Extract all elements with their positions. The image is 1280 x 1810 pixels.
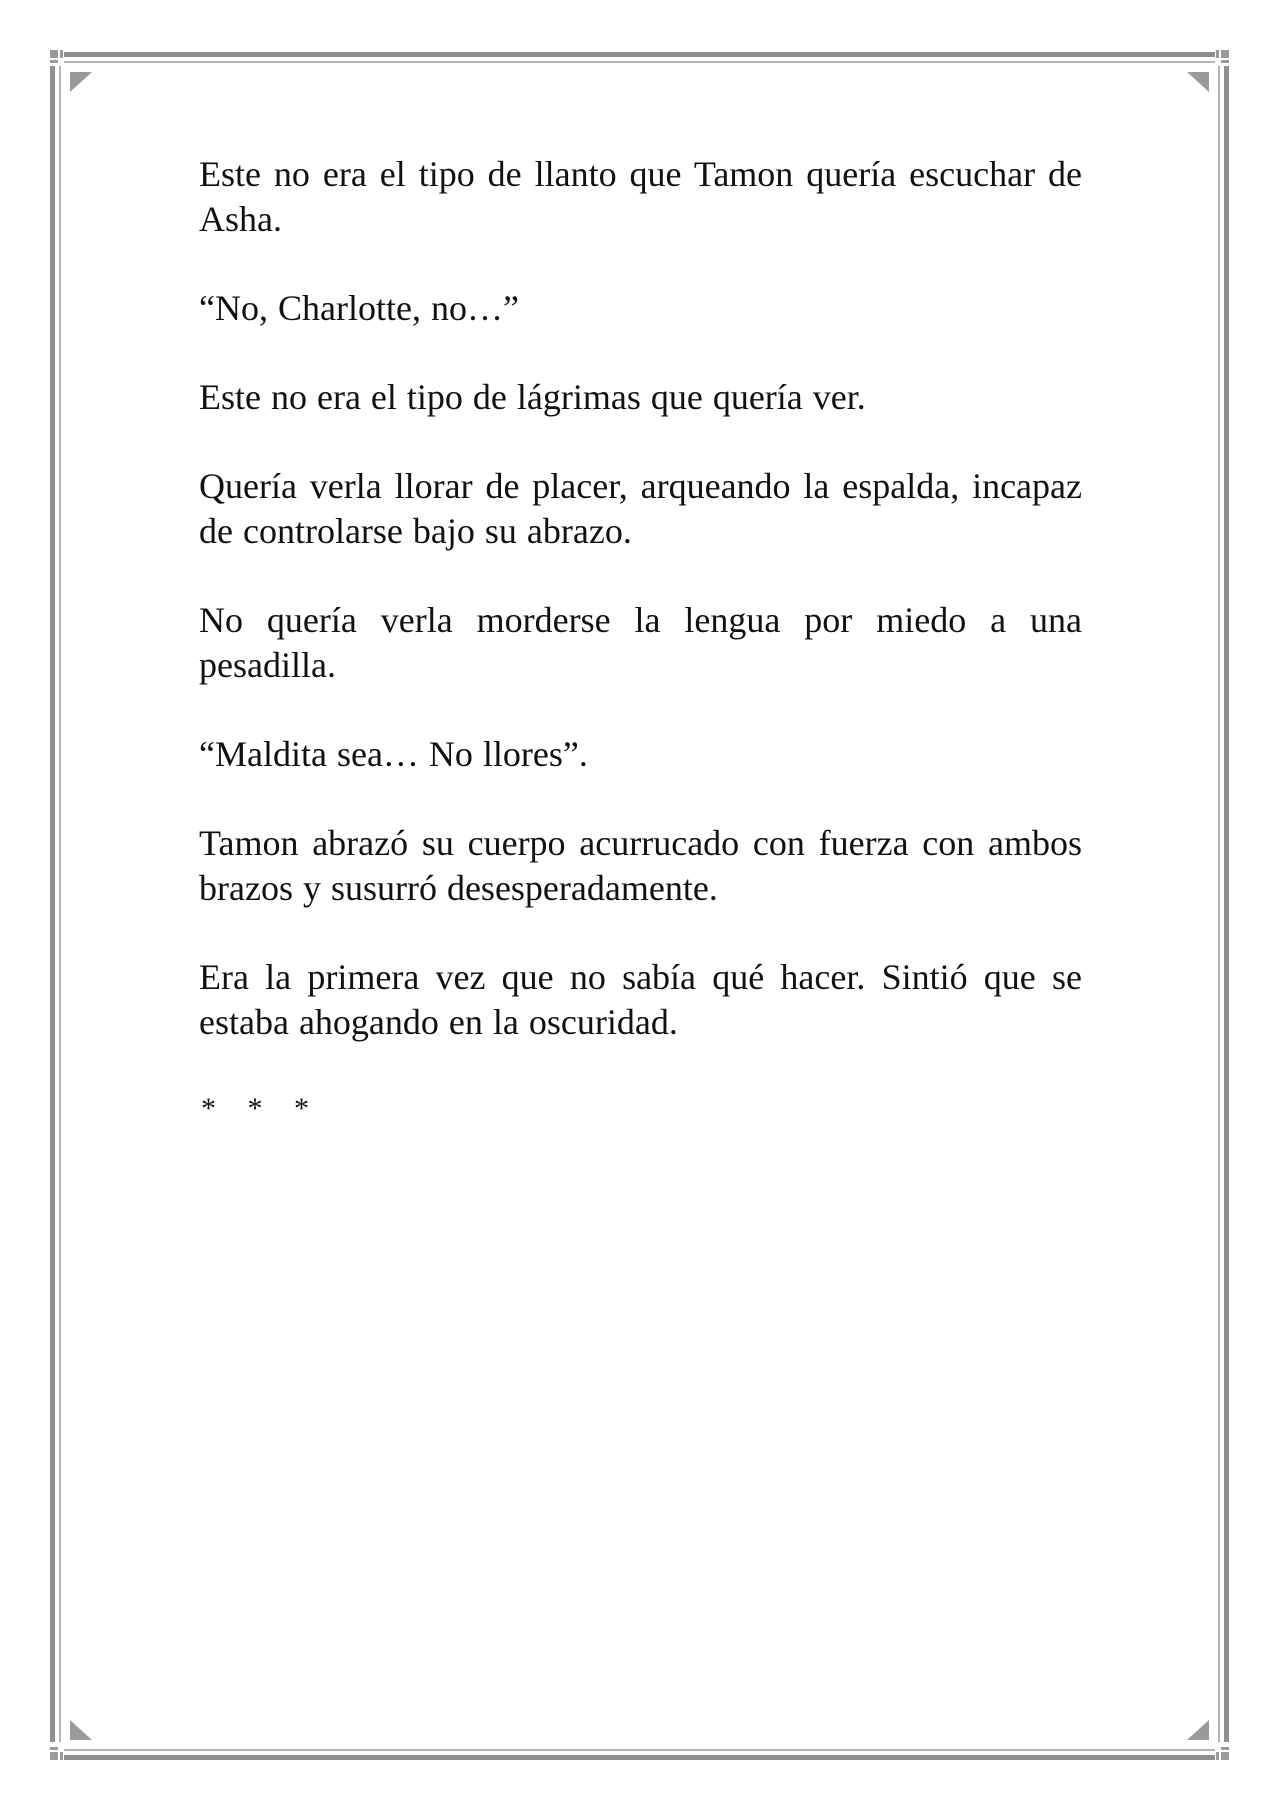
- paragraph-6-dialogue: “Maldita sea… No llores”.: [199, 734, 588, 774]
- paragraph-7: Tamon abrazó su cuerpo acurrucado con fuerza con ambos brazos y susurró desesperadamente.: [199, 823, 1082, 908]
- paragraph-2-dialogue: “No, Charlotte, no…”: [199, 288, 519, 328]
- paragraph-1: Este no era el tipo de llanto que Tamon quería escuchar de Asha.: [199, 154, 1082, 239]
- page-text-body: [199, 152, 1082, 1129]
- paragraph-4: Quería verla llorar de placer, arqueando la espalda, incapaz de controlarse bajo su abrazo.: [199, 466, 1082, 551]
- paragraph-8: Era la primera vez que no sabía qué hacer. Sintió que se estaba ahogando en la oscuridad.: [199, 957, 1082, 1042]
- section-break: * * *: [201, 1092, 321, 1125]
- paragraph-5: No quería verla morderse la lengua por miedo a una pesadilla.: [199, 600, 1082, 685]
- paragraph-3: Este no era el tipo de lágrimas que quería ver.: [199, 377, 866, 417]
- corner-ornament-bottom-right: [1187, 1720, 1229, 1760]
- corner-ornament-bottom-left: [50, 1720, 92, 1760]
